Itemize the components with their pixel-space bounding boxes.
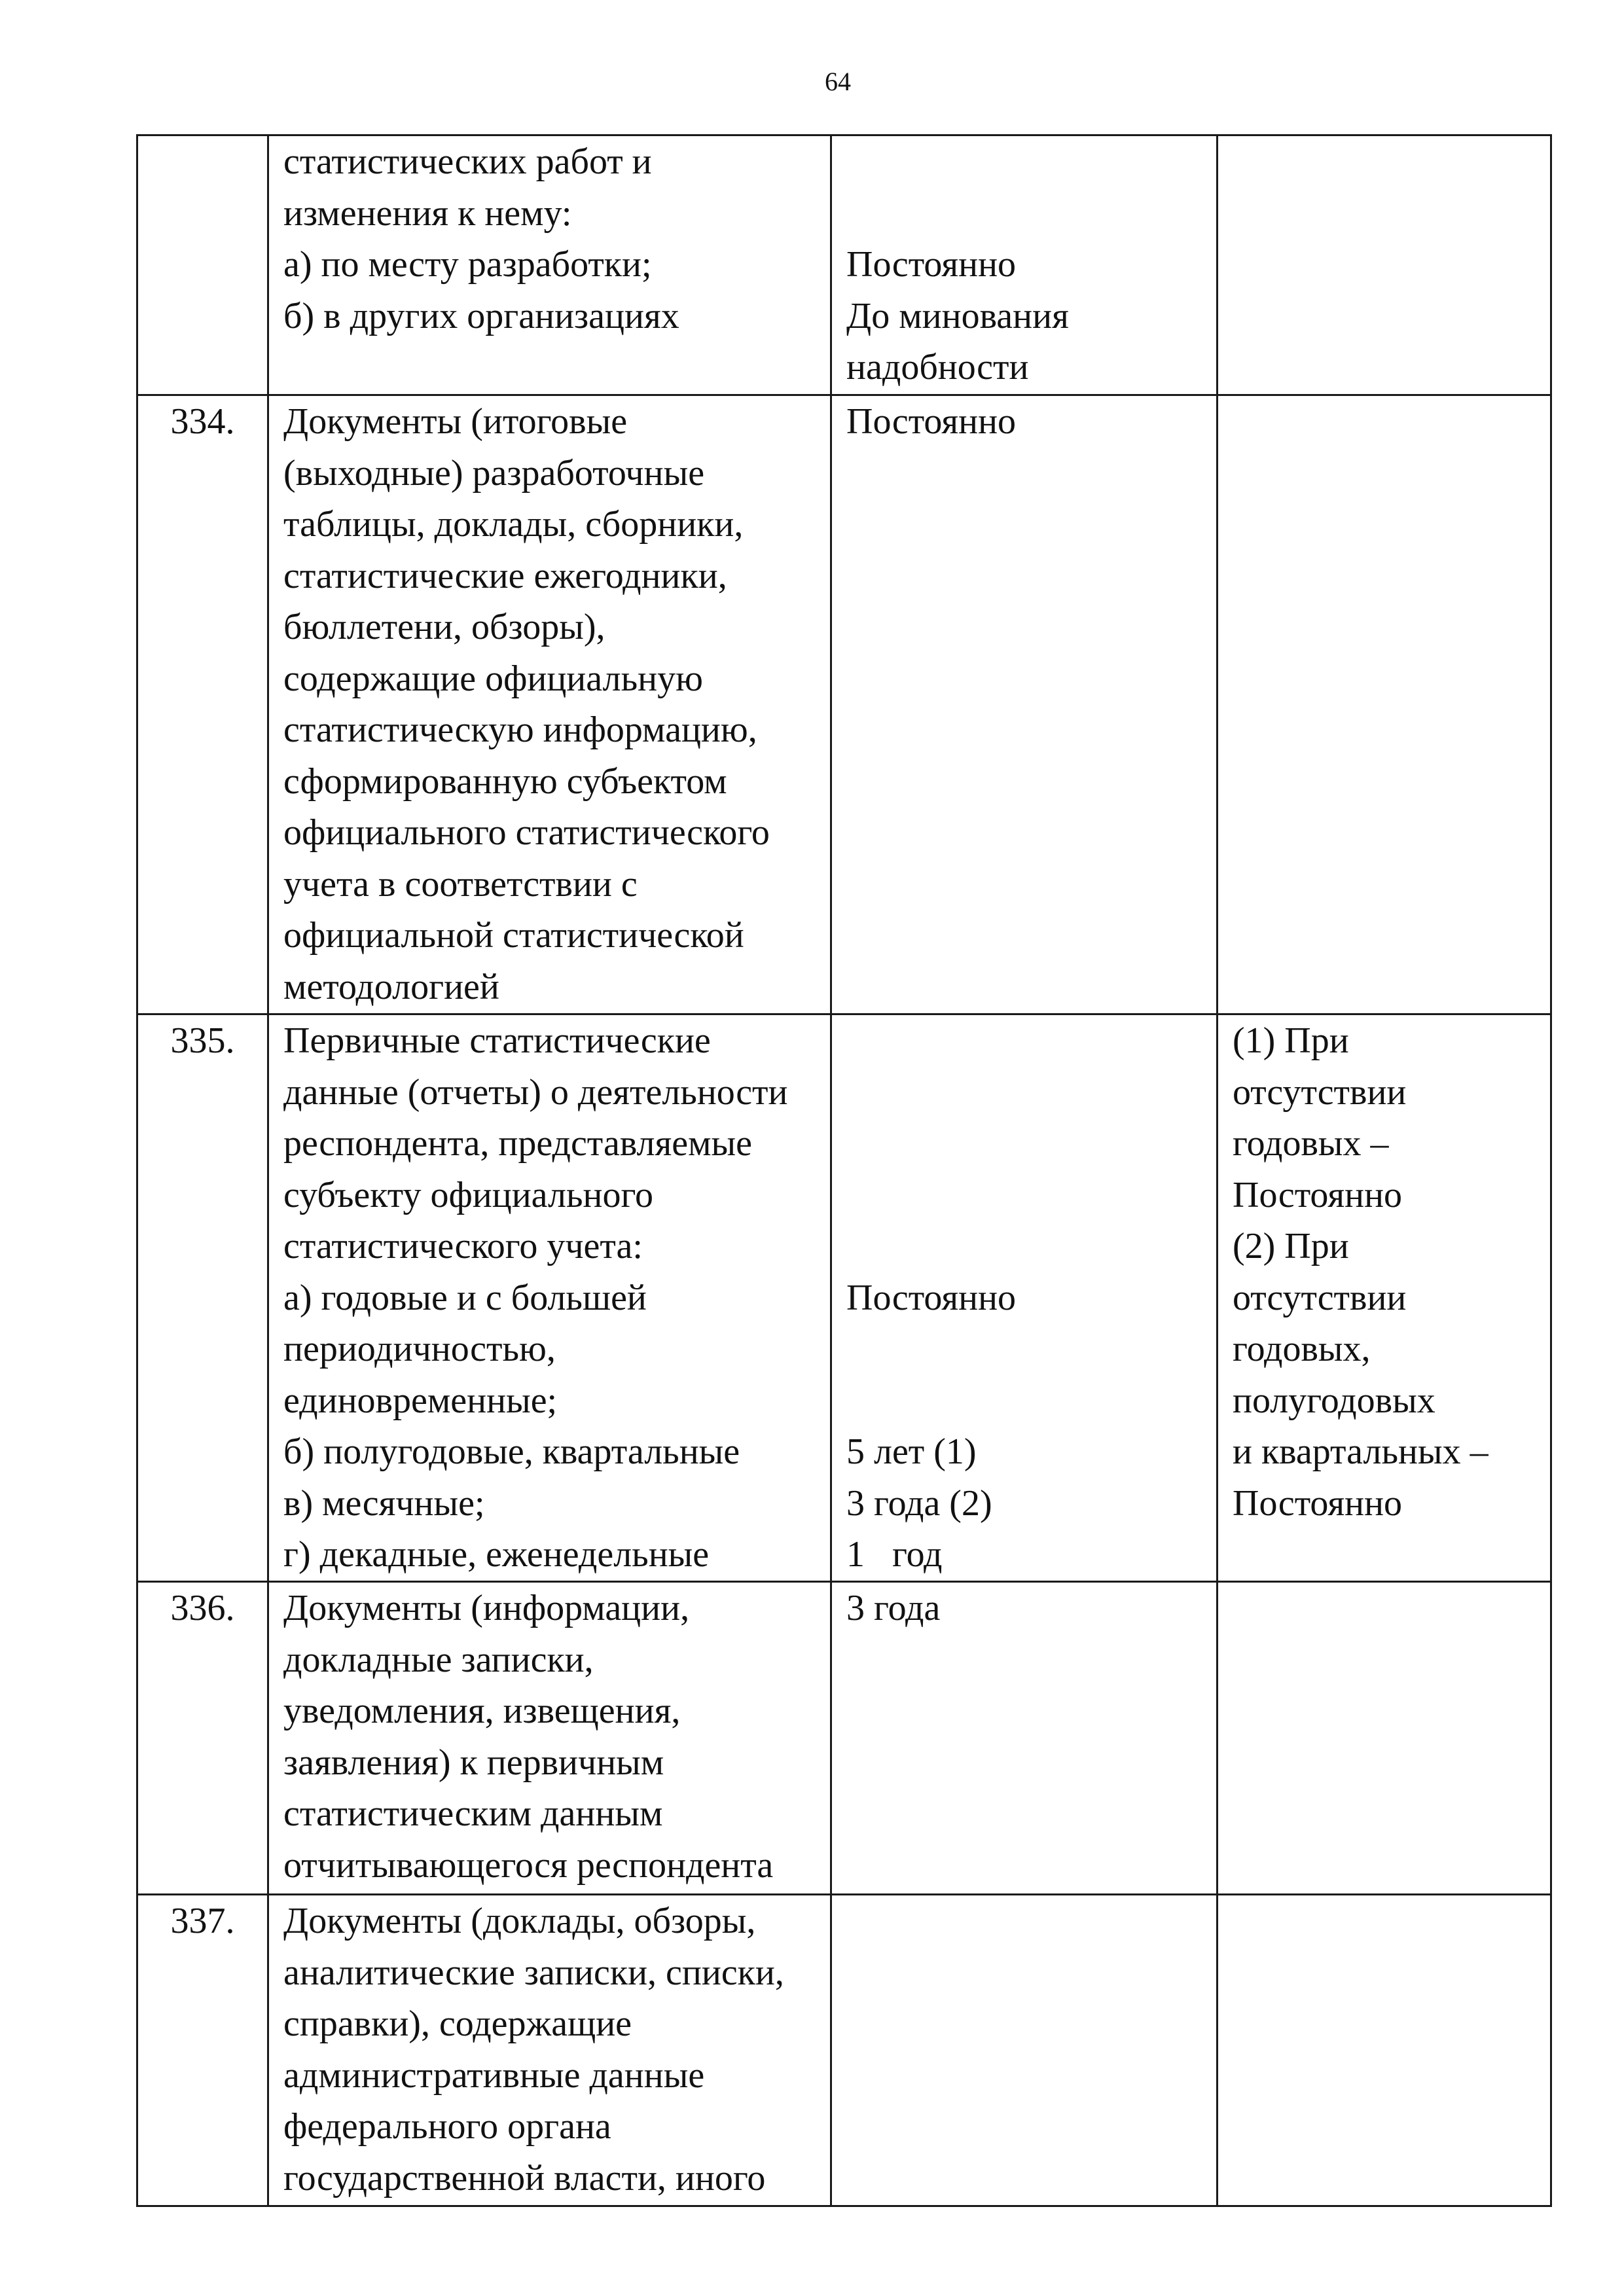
note-line: Постоянно bbox=[1233, 1482, 1403, 1524]
description-line: Первичные статистические bbox=[283, 1020, 711, 1061]
term-line: До минования bbox=[846, 295, 1069, 336]
row-note-cell bbox=[1218, 395, 1551, 1014]
row-term-cell bbox=[831, 1014, 1218, 1582]
row-number: 336. bbox=[170, 1588, 235, 1628]
term-line bbox=[846, 1170, 1216, 1221]
description-line: субъекту официального bbox=[283, 1174, 654, 1215]
description-line: периодичностью, bbox=[283, 1329, 556, 1369]
description-line: а) по месту разработки; bbox=[283, 244, 652, 285]
description-line: данные (отчеты) о деятельности bbox=[283, 1071, 788, 1113]
description-line: г) декадные, еженедельные bbox=[283, 1534, 710, 1575]
table-row bbox=[137, 1014, 1551, 1582]
description-line: респондента, представляемые bbox=[283, 1123, 752, 1164]
row-description-cell bbox=[268, 1582, 831, 1895]
table-row bbox=[137, 135, 1551, 395]
description-line: методологией bbox=[283, 966, 499, 1007]
row-note-cell bbox=[1218, 1895, 1551, 2206]
term-line bbox=[846, 1323, 1216, 1375]
term-line bbox=[846, 1221, 1216, 1272]
row-term-cell bbox=[831, 395, 1218, 1014]
description-line: государственной власти, иного bbox=[283, 2157, 766, 2198]
note-line: отсутствии bbox=[1233, 1071, 1407, 1113]
table-row bbox=[137, 1582, 1551, 1895]
row-number bbox=[198, 141, 208, 182]
description-line: официальной статистической bbox=[283, 915, 744, 956]
term-line bbox=[846, 1067, 1216, 1119]
row-note-cell bbox=[1218, 1014, 1551, 1582]
term-line: Постоянно bbox=[846, 244, 1017, 285]
description-line: статистические ежегодники, bbox=[283, 555, 727, 596]
description-line: учета в соответствии с bbox=[283, 863, 638, 905]
description-line: таблицы, доклады, сборники, bbox=[283, 504, 744, 545]
term-line: 3 года (2) bbox=[846, 1482, 992, 1524]
row-number-cell bbox=[137, 1014, 268, 1582]
description-line: статистического учета: bbox=[283, 1226, 643, 1266]
description-line: Документы (информации, bbox=[283, 1588, 690, 1628]
row-description-cell bbox=[268, 1895, 831, 2206]
row-term-cell bbox=[831, 135, 1218, 395]
description-line: Документы (доклады, обзоры, bbox=[283, 1901, 756, 1941]
description-line: статистических работ и bbox=[283, 141, 652, 182]
description-line: единовременные; bbox=[283, 1380, 558, 1421]
description-line: заявления) к первичным bbox=[283, 1742, 664, 1783]
row-term-cell bbox=[831, 1895, 1218, 2206]
description-line: официального статистического bbox=[283, 812, 770, 853]
note-line: Постоянно bbox=[1233, 1174, 1403, 1215]
note-line: отсутствии bbox=[1233, 1277, 1407, 1318]
description-line: уведомления, извещения, bbox=[283, 1691, 681, 1731]
term-line: надобности bbox=[846, 347, 1029, 387]
row-description-cell bbox=[268, 1014, 831, 1582]
description-line: отчитывающегося респондента bbox=[283, 1844, 774, 1886]
note-line: (2) При bbox=[1233, 1226, 1349, 1266]
term-line bbox=[846, 1015, 1216, 1067]
description-line: статистическим данным bbox=[283, 1793, 663, 1834]
term-line: 5 лет (1) bbox=[846, 1431, 977, 1472]
row-term-cell bbox=[831, 1582, 1218, 1895]
term-line: Постоянно bbox=[846, 1277, 1017, 1318]
term-line bbox=[846, 136, 1216, 188]
row-number-cell bbox=[137, 1895, 268, 2206]
row-number-cell bbox=[137, 395, 268, 1014]
term-line: Постоянно bbox=[846, 401, 1017, 442]
row-description-cell bbox=[268, 395, 831, 1014]
note-line: годовых – bbox=[1233, 1123, 1389, 1164]
row-note-cell bbox=[1218, 135, 1551, 395]
row-note-cell bbox=[1218, 1582, 1551, 1895]
description-line: аналитические записки, списки, bbox=[283, 1952, 784, 1993]
description-line: содержащие официальную bbox=[283, 658, 703, 699]
note-line: годовых, bbox=[1233, 1329, 1371, 1369]
description-line: Документы (итоговые bbox=[283, 401, 628, 442]
description-line: сформированную субъектом bbox=[283, 761, 727, 802]
description-line: федерального органа bbox=[283, 2106, 611, 2147]
note-line: и квартальных – bbox=[1233, 1431, 1489, 1472]
row-number-cell bbox=[137, 135, 268, 395]
description-line: статистическую информацию, bbox=[283, 709, 757, 750]
description-line: (выходные) разработочные bbox=[283, 452, 705, 493]
term-line bbox=[846, 1375, 1216, 1427]
term-line bbox=[846, 1118, 1216, 1170]
description-line: а) годовые и с большей bbox=[283, 1277, 647, 1318]
description-line: б) полугодовые, квартальные bbox=[283, 1431, 740, 1472]
description-line: изменения к нему: bbox=[283, 192, 572, 234]
note-line: полугодовых bbox=[1233, 1380, 1435, 1421]
description-line: административные данные bbox=[283, 2054, 705, 2096]
description-line: бюллетени, обзоры), bbox=[283, 607, 605, 647]
table-row bbox=[137, 1895, 1551, 2206]
note-line: (1) При bbox=[1233, 1020, 1349, 1061]
row-number: 334. bbox=[170, 401, 235, 442]
term-line: 1 год bbox=[846, 1534, 943, 1575]
description-line: в) месячные; bbox=[283, 1482, 485, 1524]
term-line: 3 года bbox=[846, 1588, 941, 1628]
row-number: 337. bbox=[170, 1901, 235, 1941]
table-row bbox=[137, 395, 1551, 1014]
page-number: 64 bbox=[825, 67, 851, 96]
description-line: докладные записки, bbox=[283, 1639, 594, 1680]
term-line bbox=[846, 188, 1216, 240]
row-number: 335. bbox=[170, 1020, 235, 1061]
row-number-cell bbox=[137, 1582, 268, 1895]
retention-table bbox=[136, 134, 1552, 2207]
description-line: справки), содержащие bbox=[283, 2003, 632, 2044]
description-line: б) в других организациях bbox=[283, 295, 679, 336]
row-description-cell bbox=[268, 135, 831, 395]
